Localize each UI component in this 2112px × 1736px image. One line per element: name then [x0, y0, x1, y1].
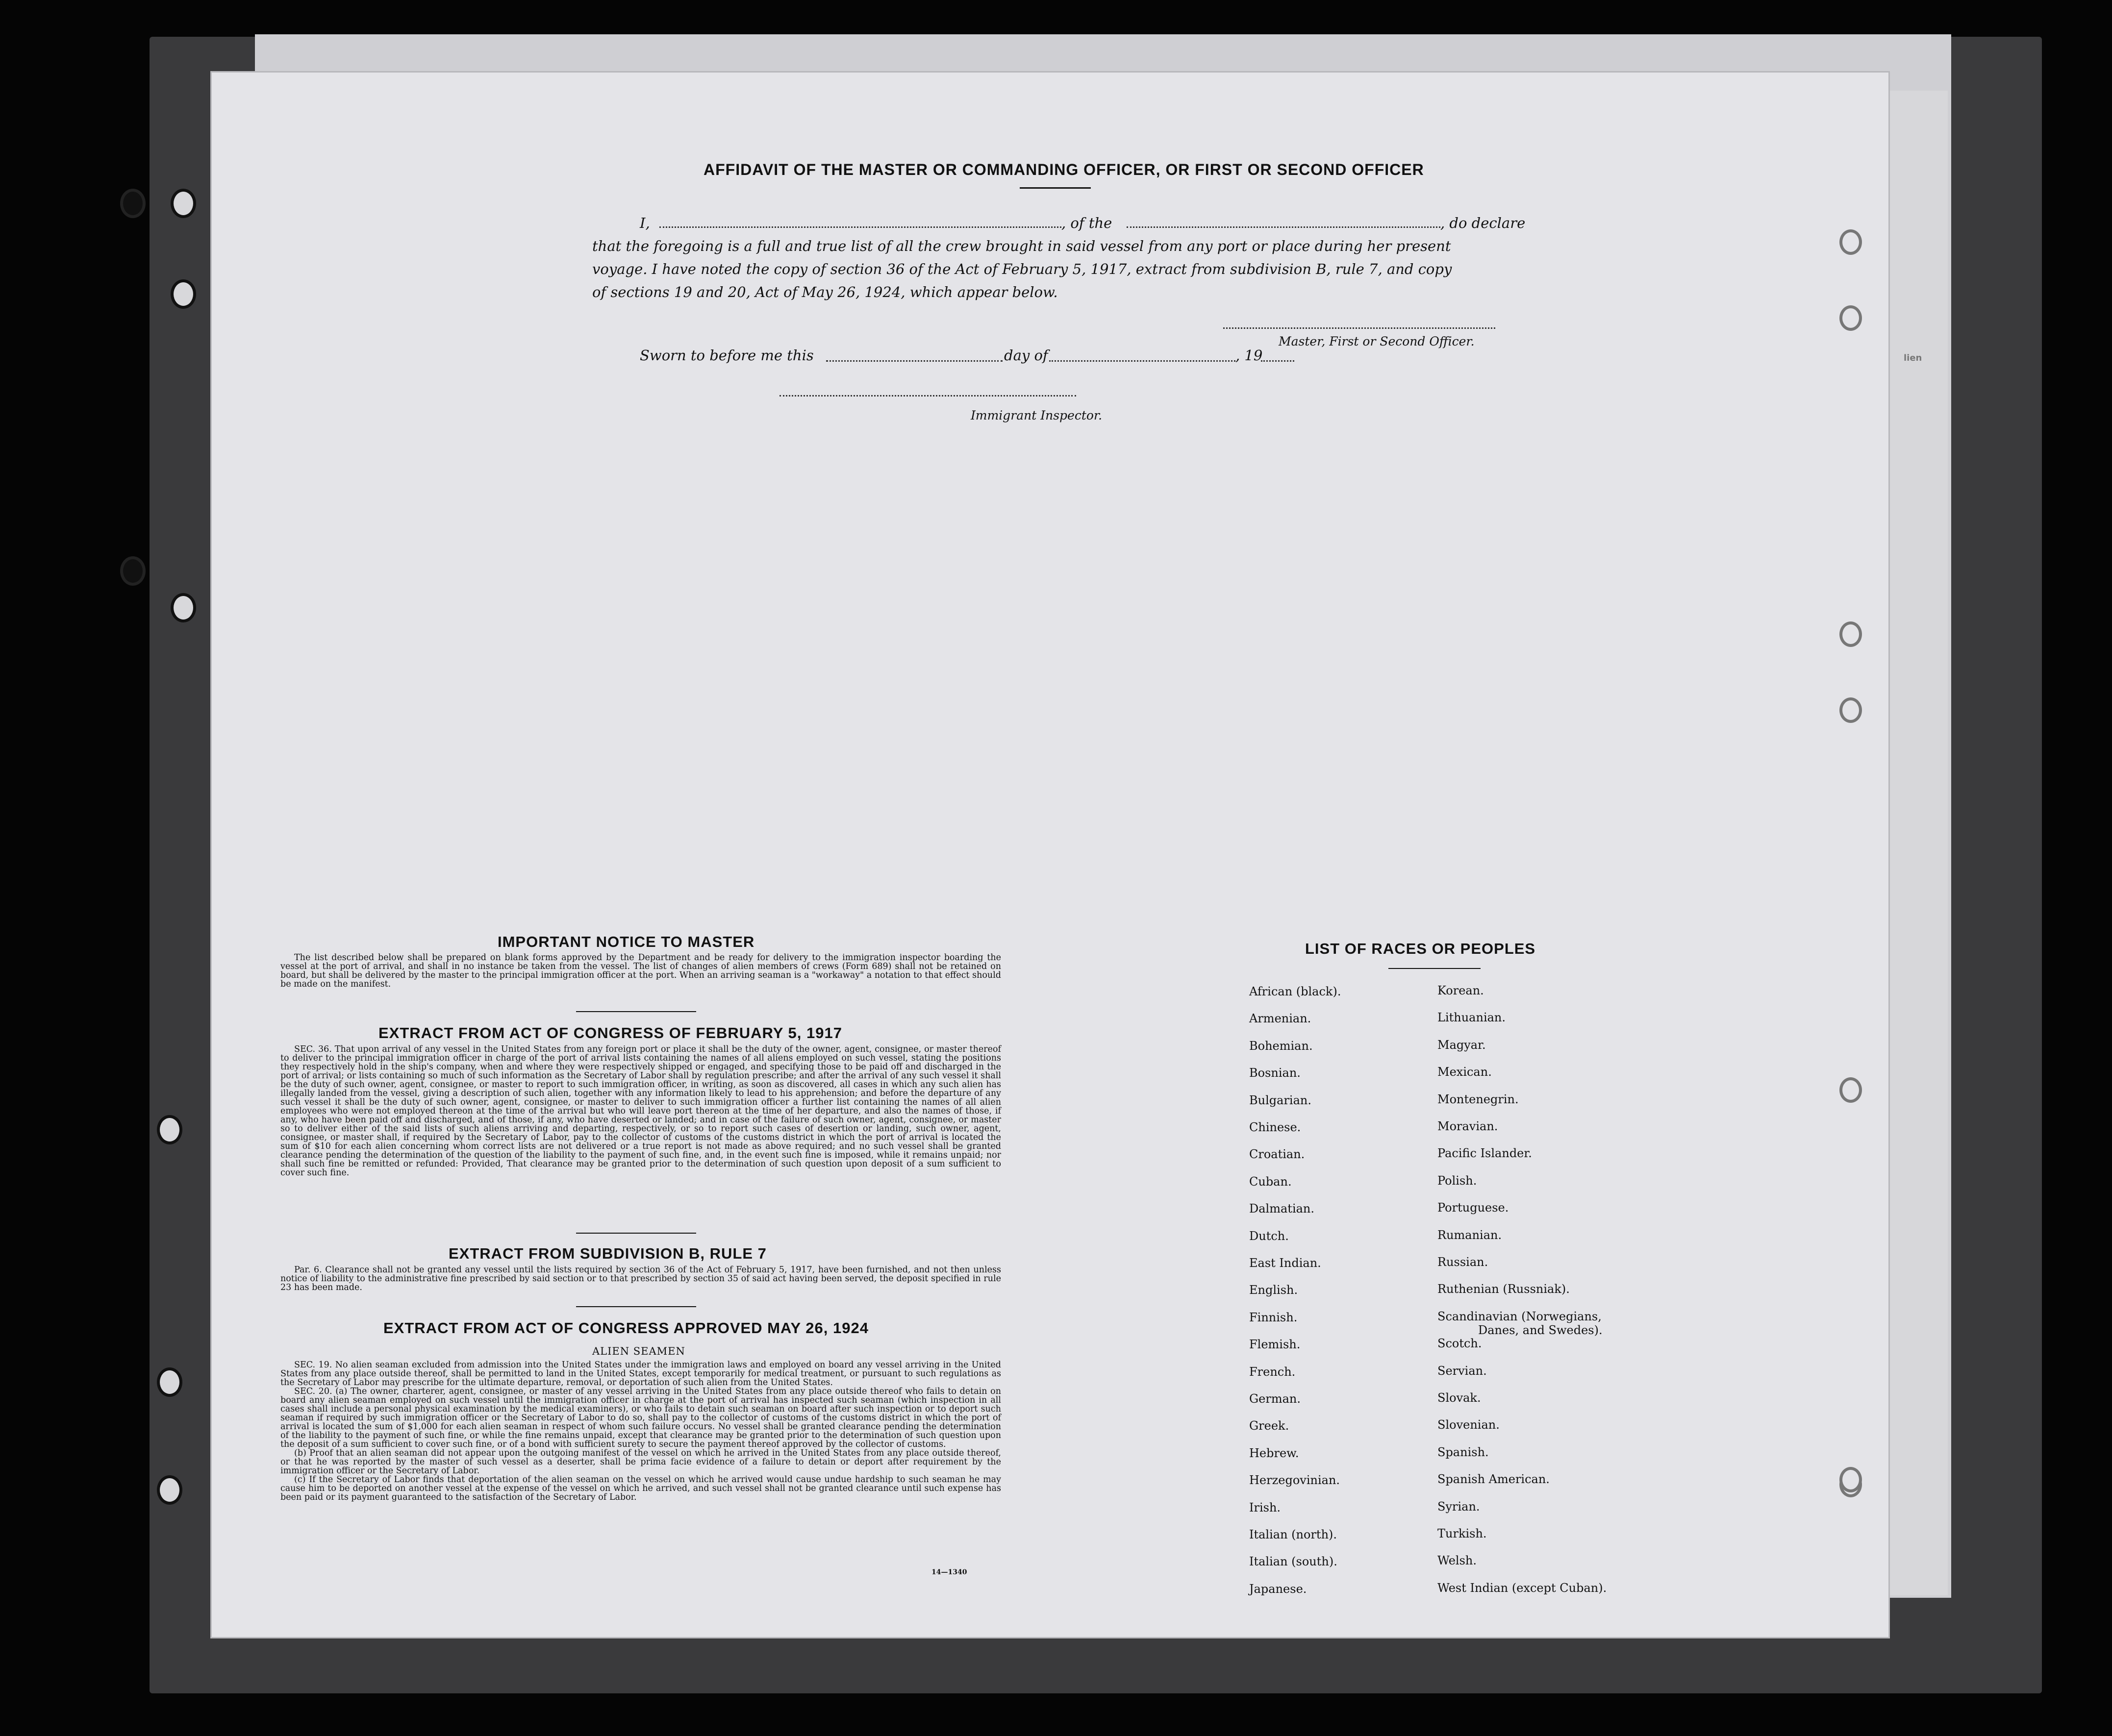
notice-title: IMPORTANT NOTICE TO MASTER — [498, 933, 755, 950]
affidavit-line-2: that the foregoing is a full and true list of all the crew brought in said vessel from any port or place during her present — [592, 238, 1451, 254]
race-item: Moravian. — [1437, 1119, 1498, 1133]
binder-hole — [157, 1367, 182, 1397]
year-text: , 19 — [1235, 347, 1263, 364]
race-item: Bohemian. — [1249, 1039, 1313, 1053]
race-item: Spanish. — [1437, 1445, 1489, 1459]
race-item-continuation: Danes, and Swedes). — [1478, 1323, 1603, 1337]
race-item: Slovenian. — [1437, 1418, 1500, 1432]
race-item: Herzegovinian. — [1249, 1473, 1340, 1488]
binder-hole — [157, 1475, 182, 1505]
race-item: Dalmatian. — [1249, 1202, 1315, 1216]
race-item: Montenegrin. — [1437, 1092, 1519, 1106]
race-item: Rumanian. — [1437, 1228, 1502, 1242]
section-rule — [576, 1306, 696, 1307]
section-rule — [576, 1233, 696, 1234]
master-signature-blank[interactable] — [1223, 327, 1495, 329]
race-item: Bosnian. — [1249, 1066, 1301, 1080]
day-blank[interactable] — [826, 360, 1003, 362]
race-item: Slovak. — [1437, 1391, 1481, 1405]
affidavit-title: AFFIDAVIT OF THE MASTER OR COMMANDING OFFICER, OR FIRST OR SECOND OFFICER — [704, 161, 1424, 178]
race-item: Russian. — [1437, 1255, 1488, 1269]
race-item: Japanese. — [1249, 1582, 1307, 1596]
affidavit-line-4: of sections 19 and 20, Act of May 26, 1924, which appear below. — [592, 284, 1058, 300]
race-item: Bulgarian. — [1249, 1093, 1311, 1107]
race-item: Armenian. — [1249, 1012, 1311, 1026]
sheet-hole — [1839, 305, 1862, 331]
inspector-signature-blank[interactable] — [779, 395, 1076, 397]
binder-hole — [157, 1115, 182, 1144]
race-item: Korean. — [1437, 984, 1484, 997]
binder-hole — [171, 593, 196, 622]
race-item: Hebrew. — [1249, 1446, 1299, 1460]
sheet-hole — [1839, 1077, 1862, 1103]
name-blank[interactable] — [659, 226, 1061, 228]
race-item: Italian (north). — [1249, 1528, 1337, 1541]
binder-hole — [120, 189, 146, 218]
sheet-hole — [1839, 697, 1862, 723]
race-item: Polish. — [1437, 1173, 1477, 1188]
race-item: Dutch. — [1249, 1229, 1289, 1243]
race-item: Servian. — [1437, 1364, 1487, 1378]
binder-hole — [171, 189, 196, 218]
alien-seamen-subtitle: ALIEN SEAMEN — [592, 1345, 685, 1357]
extract-1917-title: EXTRACT FROM ACT OF CONGRESS OF FEBRUARY 5, 1917 — [378, 1024, 842, 1042]
notice-text: The list described below shall be prepared on blank forms approved by the Department and be ready for delivery to the immigration inspector boarding the vessel at the port of arrival, and shall in no instance be taken from the vessel. The list of changes of alien members of crews (Form 689) shall not be retained on board, but shall be delivered by the master to the principal immigration officer at the port. When an arriving seaman is a "workaway" a notation to that effect should be made on the manifest. — [280, 953, 1001, 989]
race-item: Turkish. — [1437, 1527, 1487, 1540]
binder-hole — [171, 279, 196, 309]
sheet-hole — [1839, 229, 1862, 255]
affidavit-line-3: voyage. I have noted the copy of section 36 of the Act of February 5, 1917, extract from subdivision B, rule 7, and copy — [592, 261, 1452, 277]
year-blank[interactable] — [1261, 360, 1294, 362]
race-item: Scotch. — [1437, 1337, 1482, 1351]
races-rule — [1388, 968, 1481, 969]
sheet-hole — [1839, 1467, 1862, 1492]
race-item: Cuban. — [1249, 1174, 1292, 1189]
inspector-label: Immigrant Inspector. — [971, 408, 1103, 422]
race-item: German. — [1249, 1392, 1301, 1406]
vessel-blank[interactable] — [1127, 226, 1440, 228]
affidavit-declare: , do declare — [1440, 215, 1526, 231]
race-item: Mexican. — [1437, 1065, 1492, 1079]
section-rule — [576, 1011, 696, 1012]
race-item: Flemish. — [1249, 1338, 1301, 1352]
race-item: Lithuanian. — [1437, 1011, 1506, 1025]
race-item: Scandinavian (Norwegians, — [1437, 1309, 1602, 1323]
extract-1924-text: SEC. 19. No alien seaman excluded from admission into the United States under the immigration laws and employed on board any vessel arriving in the United States from any place outside thereof, shall be permitted to land in the United States, except temporarily for medical treatment, or pursuant to such regulations as the Secretary of Labor may prescribe for the ultimate departure, removal, or deportation of such alien from the United States. SEC. 20. (a) The owner, charterer, agent, consignee, or master of any vessel arriving in the United States from any place outside thereof who fails to detain on board any alien seaman employed on such vessel until the immigration officer in charge at the port of arrival has inspected such seaman (which inspection in all cases shall include a personal physical examination by the medical examiners), or who fails to detain such seaman on board after such inspection or to deport such seaman if required by such immigration officer or the Secretary of Labor to do so, shall pay to the collector of customs of the customs district in which the port of arrival is located the sum of $1,000 for each alien seaman in respect of whom such failure occurs. No vessel shall be granted clearance pending the determination of the liability to the payment of such fine, or while the fine remains unpaid, except that clearance may be granted prior to the determination of such question upon the deposit of a sum sufficient to cover such fine, or of a bond with sufficient surety to secure the payment thereof approved by the collector of customs. (b) Proof that an alien seaman did not appear upon the outgoing manifest of the vessel on which he arrived in the United States from any place outside thereof, or that he was reported by the master of such vessel as a deserter, shall be prima facie evidence of a failure to detain or deport after requirement by the immigration officer or the Secretary of Labor. (c) If the Secretary of Labor finds that deportation of the alien seaman on the vessel on which he arrived would cause undue hardship to such seaman he may cause him to be deported on another vessel at the expense of the vessel on which he arrived, and such vessel shall not be granted clearance until such expense has been paid or its payment guaranteed to the satisfaction of the Secretary of Labor. — [280, 1360, 1001, 1502]
races-title: LIST OF RACES OR PEOPLES — [1305, 940, 1536, 957]
race-item: French. — [1249, 1364, 1296, 1379]
race-item: Greek. — [1249, 1419, 1289, 1433]
month-blank[interactable] — [1049, 360, 1235, 362]
affidavit-i: I, — [640, 215, 650, 231]
sheet-hole — [1839, 621, 1862, 647]
subdivision-title: EXTRACT FROM SUBDIVISION B, RULE 7 — [449, 1245, 767, 1262]
race-item: Pacific Islander. — [1437, 1146, 1532, 1161]
title-rule — [1020, 187, 1091, 189]
race-item: Magyar. — [1437, 1038, 1486, 1052]
affidavit-of-the: , of the — [1061, 215, 1112, 231]
extract-1917-text: SEC. 36. That upon arrival of any vessel in the United States from any foreign port or place it shall be the duty of the owner, agent, consignee, or master thereof to deliver to the principal immigration officer in charge of the port of arrival lists containing the names of all aliens employed on such vessel, stating the positions they respectively hold in the ship's company, when and where they were respectively shipped or engaged, and specifying those to be paid off and discharged in the port of arrival; or lists containing so much of such information as the Secretary of Labor shall by regulation prescribe; and after the arrival of any such vessel it shall be the duty of such owner, agent, consignee, or master to report to such immigration officer, in writing, as soon as discovered, all cases in which any such alien has illegally landed from the vessel, giving a description of such alien, together with any information likely to lead to his apprehension; and before the departure of any such vessel it shall be the duty of such owner, agent, consignee, or master to deliver to such immigration officer a further list containing the names of all alien employees who were not employed thereon at the time of the arrival but who will leave port thereon at the time of her departure, and also the names of those, if any, who have been paid off and discharged, and of those, if any, who have deserted or landed; and in case of the failure of such owner, agent, consignee, or master so to deliver either of the said lists of such aliens arriving and departing, respectively, or so to report such cases of desertion or landing, such owner, agent, consignee, or master shall, if required by the Secretary of Labor, pay to the collector of customs of the customs district in which the port of arrival is located the sum of $10 for each alien concerning whom correct lists are not delivered or a true report is not made as above required; and no such vessel shall be granted clearance pending the determination of the question of the liability to the payment of such fine, and, in the event such fine is imposed, while it remains unpaid; nor shall such fine be remitted or refunded: Provided, That clearance may be granted prior to the determination of such question upon deposit of a sum sufficient to cover such fine. — [280, 1044, 1001, 1178]
binder-hole — [120, 556, 146, 586]
master-label: Master, First or Second Officer. — [1279, 334, 1475, 348]
race-item: Welsh. — [1437, 1554, 1477, 1568]
race-item: Chinese. — [1249, 1120, 1301, 1134]
race-item: Irish. — [1249, 1500, 1281, 1514]
margin-fragment: lien — [1904, 353, 1922, 363]
subdivision-text: Par. 6. Clearance shall not be granted any vessel until the lists required by section 36 of the Act of February 5, 1917, have been furnished, and not then unless notice of liability to the administrative fine prescribed by said section or to that prescribed by section 35 of said act having been served, the deposit specified in rule 23 has been made. — [280, 1265, 1001, 1292]
extract-1924-title: EXTRACT FROM ACT OF CONGRESS APPROVED MAY 26, 1924 — [383, 1319, 869, 1337]
race-item: Syrian. — [1437, 1499, 1480, 1513]
race-item: African (black). — [1249, 985, 1341, 998]
day-of-text: day of — [1004, 347, 1048, 364]
race-item: Ruthenian (Russniak). — [1437, 1282, 1570, 1296]
race-item: Italian (south). — [1249, 1555, 1337, 1569]
race-item: English. — [1249, 1283, 1298, 1297]
race-item: East Indian. — [1249, 1256, 1321, 1270]
race-item: Spanish American. — [1437, 1472, 1550, 1487]
race-item: Finnish. — [1249, 1310, 1298, 1324]
form-number: 14—1340 — [931, 1568, 967, 1576]
race-item: Portuguese. — [1437, 1201, 1509, 1215]
race-item: Croatian. — [1249, 1147, 1305, 1162]
sworn-text: Sworn to before me this — [640, 347, 814, 364]
race-item: West Indian (except Cuban). — [1437, 1581, 1607, 1595]
